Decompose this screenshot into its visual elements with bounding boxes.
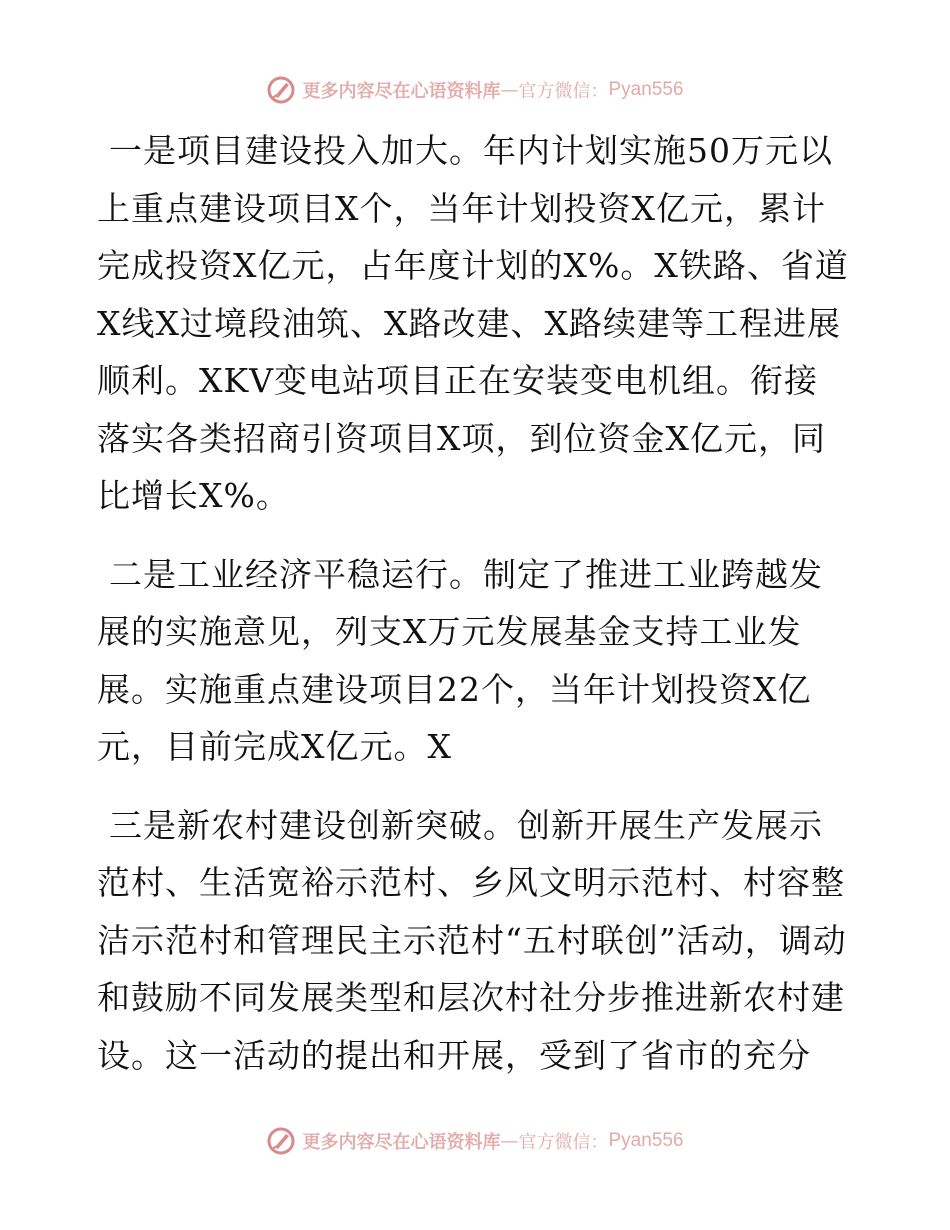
red-circle-pen-logo-icon bbox=[266, 75, 296, 105]
paragraph-text: 二是工业经济平稳运行。制定了推进工业跨越发展的实施意见，列支X万元发展基金支持工业发展。实施重点建设项目22个，当年计划投资X亿元，目前完成X亿元。X bbox=[97, 554, 823, 766]
watermark-main-text: 更多内容尽在心语资料库 bbox=[302, 81, 501, 102]
watermark-dash: — bbox=[500, 1130, 519, 1152]
paragraph-project-construction bbox=[97, 122, 849, 525]
watermark-wechat-label: 官方微信： bbox=[518, 81, 609, 102]
paragraph-text: 三是新农村建设创新突破。创新开展生产发展示范村、生活宽裕示范村、乡风文明示范村、村容整洁示范村和管理民主示范村“五村联创”活动，调动和鼓励不同发展类型和层次村社分步推进新农村建设。这一活动的提出和开展，受到了省市的充分 bbox=[97, 805, 847, 1075]
watermark-wechat-id: Pyan556 bbox=[608, 79, 684, 100]
paragraph-industrial-economy bbox=[97, 546, 849, 776]
paragraph-new-rural-construction bbox=[97, 797, 849, 1085]
paragraph-text: 一是项目建设投入加大。年内计划实施50万元以上重点建设项目X个，当年计划投资X亿元，累计完成投资X亿元，占年度计划的X%。X铁路、省道X线X过境段油筑、X路改建、X路续建等工程进展顺利。XKV变电站项目正在安装变电机组。衔接落实各类招商引资项目X项，到位资金X亿元，同比增长X%。 bbox=[97, 131, 849, 515]
watermark-main-text: 更多内容尽在心语资料库 bbox=[302, 1132, 501, 1153]
footer-watermark-banner bbox=[0, 1121, 950, 1161]
watermark-wechat-id: Pyan556 bbox=[608, 1130, 684, 1151]
document-body bbox=[97, 122, 849, 1105]
red-circle-pen-logo-icon bbox=[266, 1126, 296, 1156]
watermark-dash: — bbox=[500, 79, 519, 101]
header-watermark-banner bbox=[0, 70, 950, 110]
watermark-wechat-label: 官方微信： bbox=[518, 1132, 609, 1153]
